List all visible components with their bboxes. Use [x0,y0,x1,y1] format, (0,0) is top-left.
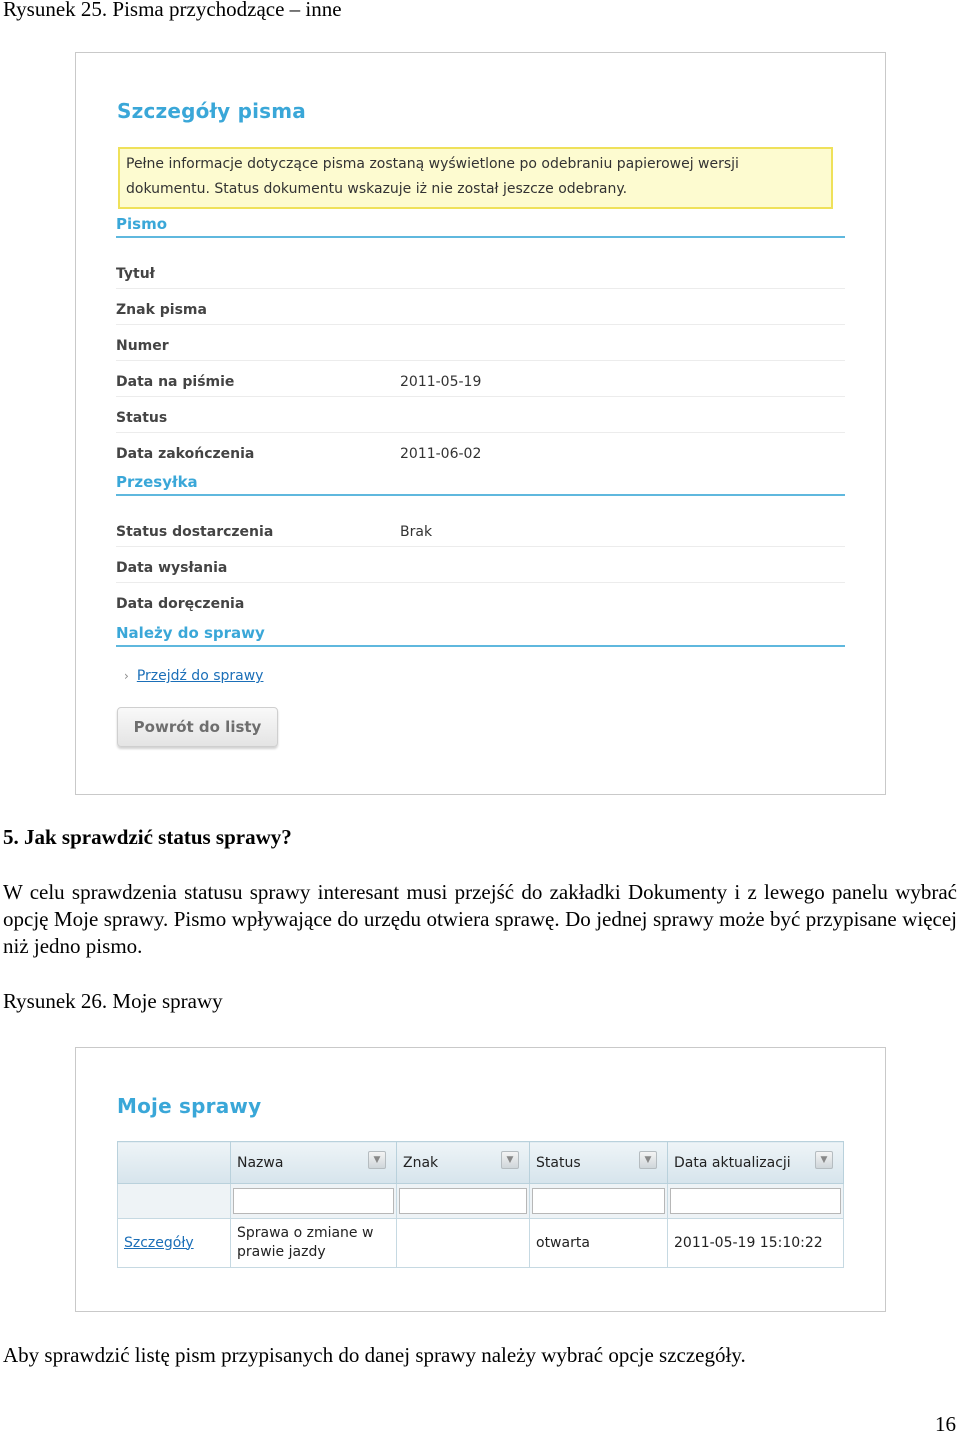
filter-cell [397,1184,530,1219]
case-link-row [124,668,263,684]
letter-details-screenshot [75,52,886,795]
sort-menu-icon[interactable]: ▼ [815,1151,833,1169]
table-header-row [118,1142,844,1184]
column-header-status[interactable] [530,1142,668,1184]
field-row-data-zakonczenia [116,433,845,468]
letter-details-title: Szczegóły pisma [117,99,306,123]
field-row-status-dostarczenia [116,511,845,547]
closing-text: Aby sprawdzić listę pism przypisanych do danej sprawy należy wybrać opcje szczegóły. [3,1343,746,1367]
field-label: Data doręczenia [116,596,245,612]
field-row-data-na-pismie [116,361,845,397]
figure-25-caption: Rysunek 25. Pisma przychodzące – inne [3,0,342,21]
filter-cell-empty [118,1184,231,1219]
column-header-nazwa[interactable] [231,1142,397,1184]
field-label: Data na piśmie [116,374,235,390]
field-label: Numer [116,338,169,354]
column-header-empty [118,1142,231,1184]
field-row-tytul [116,253,845,289]
table-cell: Sprawa o zmiane w prawie jazdy [231,1219,397,1268]
section-pismo: Pismo [116,215,845,238]
sort-menu-icon[interactable]: ▼ [368,1151,386,1169]
field-row-numer [116,325,845,361]
filter-input-data-aktualizacji[interactable] [670,1188,841,1214]
field-label: Data wysłania [116,560,228,576]
filter-input-znak[interactable] [399,1188,527,1214]
filter-input-nazwa[interactable] [233,1188,394,1214]
field-row-data-wyslania [116,547,845,583]
field-label: Znak pisma [116,302,207,318]
column-header-label: Status [536,1154,581,1171]
column-header-label: Data aktualizacji [674,1154,791,1171]
section-heading: 5. Jak sprawdzić status sprawy? [3,825,292,849]
cases-table [117,1141,844,1268]
filter-cell [668,1184,844,1219]
info-notice: Pełne informacje dotyczące pisma zostaną wyświetlone po odebraniu papierowej wersji dokumentu. Status dokumentu wskazuje iż nie został jeszcze odebrany. [118,147,833,209]
field-label: Data zakończenia [116,446,255,462]
field-value: 2011-06-02 [400,446,482,462]
field-row-data-doreczenia [116,583,845,618]
chevron-right-icon: › [124,669,129,683]
section-nalezy-do-sprawy: Należy do sprawy [116,624,845,647]
filter-cell [530,1184,668,1219]
column-header-znak[interactable] [397,1142,530,1184]
field-label: Tytuł [116,266,155,282]
back-to-list-button[interactable]: Powrót do listy [117,707,278,747]
details-link[interactable]: Szczegóły [124,1234,194,1251]
sort-menu-icon[interactable]: ▼ [639,1151,657,1169]
field-label: Status [116,410,168,426]
field-value: 2011-05-19 [400,374,482,390]
table-row [118,1219,844,1268]
table-cell [118,1219,231,1268]
body-paragraph: W celu sprawdzenia statusu sprawy interesant musi przejść do zakładki Dokumenty i z lewego panelu wybrać opcję Moje sprawy. Pismo wpływające do urzędu otwiera sprawę. Do jednej sprawy może być przypisane więcej niż jedno pismo. [3,880,957,958]
field-value: Brak [400,524,433,540]
column-header-label: Znak [403,1154,439,1171]
page-number: 16 [935,1412,956,1436]
table-cell: otwarta [530,1219,668,1268]
my-cases-screenshot [75,1047,886,1312]
section-przesylka: Przesyłka [116,473,845,496]
filter-input-status[interactable] [532,1188,665,1214]
sort-menu-icon[interactable]: ▼ [501,1151,519,1169]
my-cases-title: Moje sprawy [117,1094,262,1118]
field-label: Status dostarczenia [116,524,274,540]
column-header-data-aktualizacji[interactable] [668,1142,844,1184]
table-cell [397,1219,530,1268]
filter-cell [231,1184,397,1219]
go-to-case-link[interactable]: Przejdź do sprawy [136,668,264,684]
field-row-znak-pisma [116,289,845,325]
table-cell: 2011-05-19 15:10:22 [668,1219,844,1268]
figure-26-caption: Rysunek 26. Moje sprawy [3,989,223,1013]
column-header-label: Nazwa [237,1154,284,1171]
filter-row [118,1184,844,1219]
field-row-status [116,397,845,433]
